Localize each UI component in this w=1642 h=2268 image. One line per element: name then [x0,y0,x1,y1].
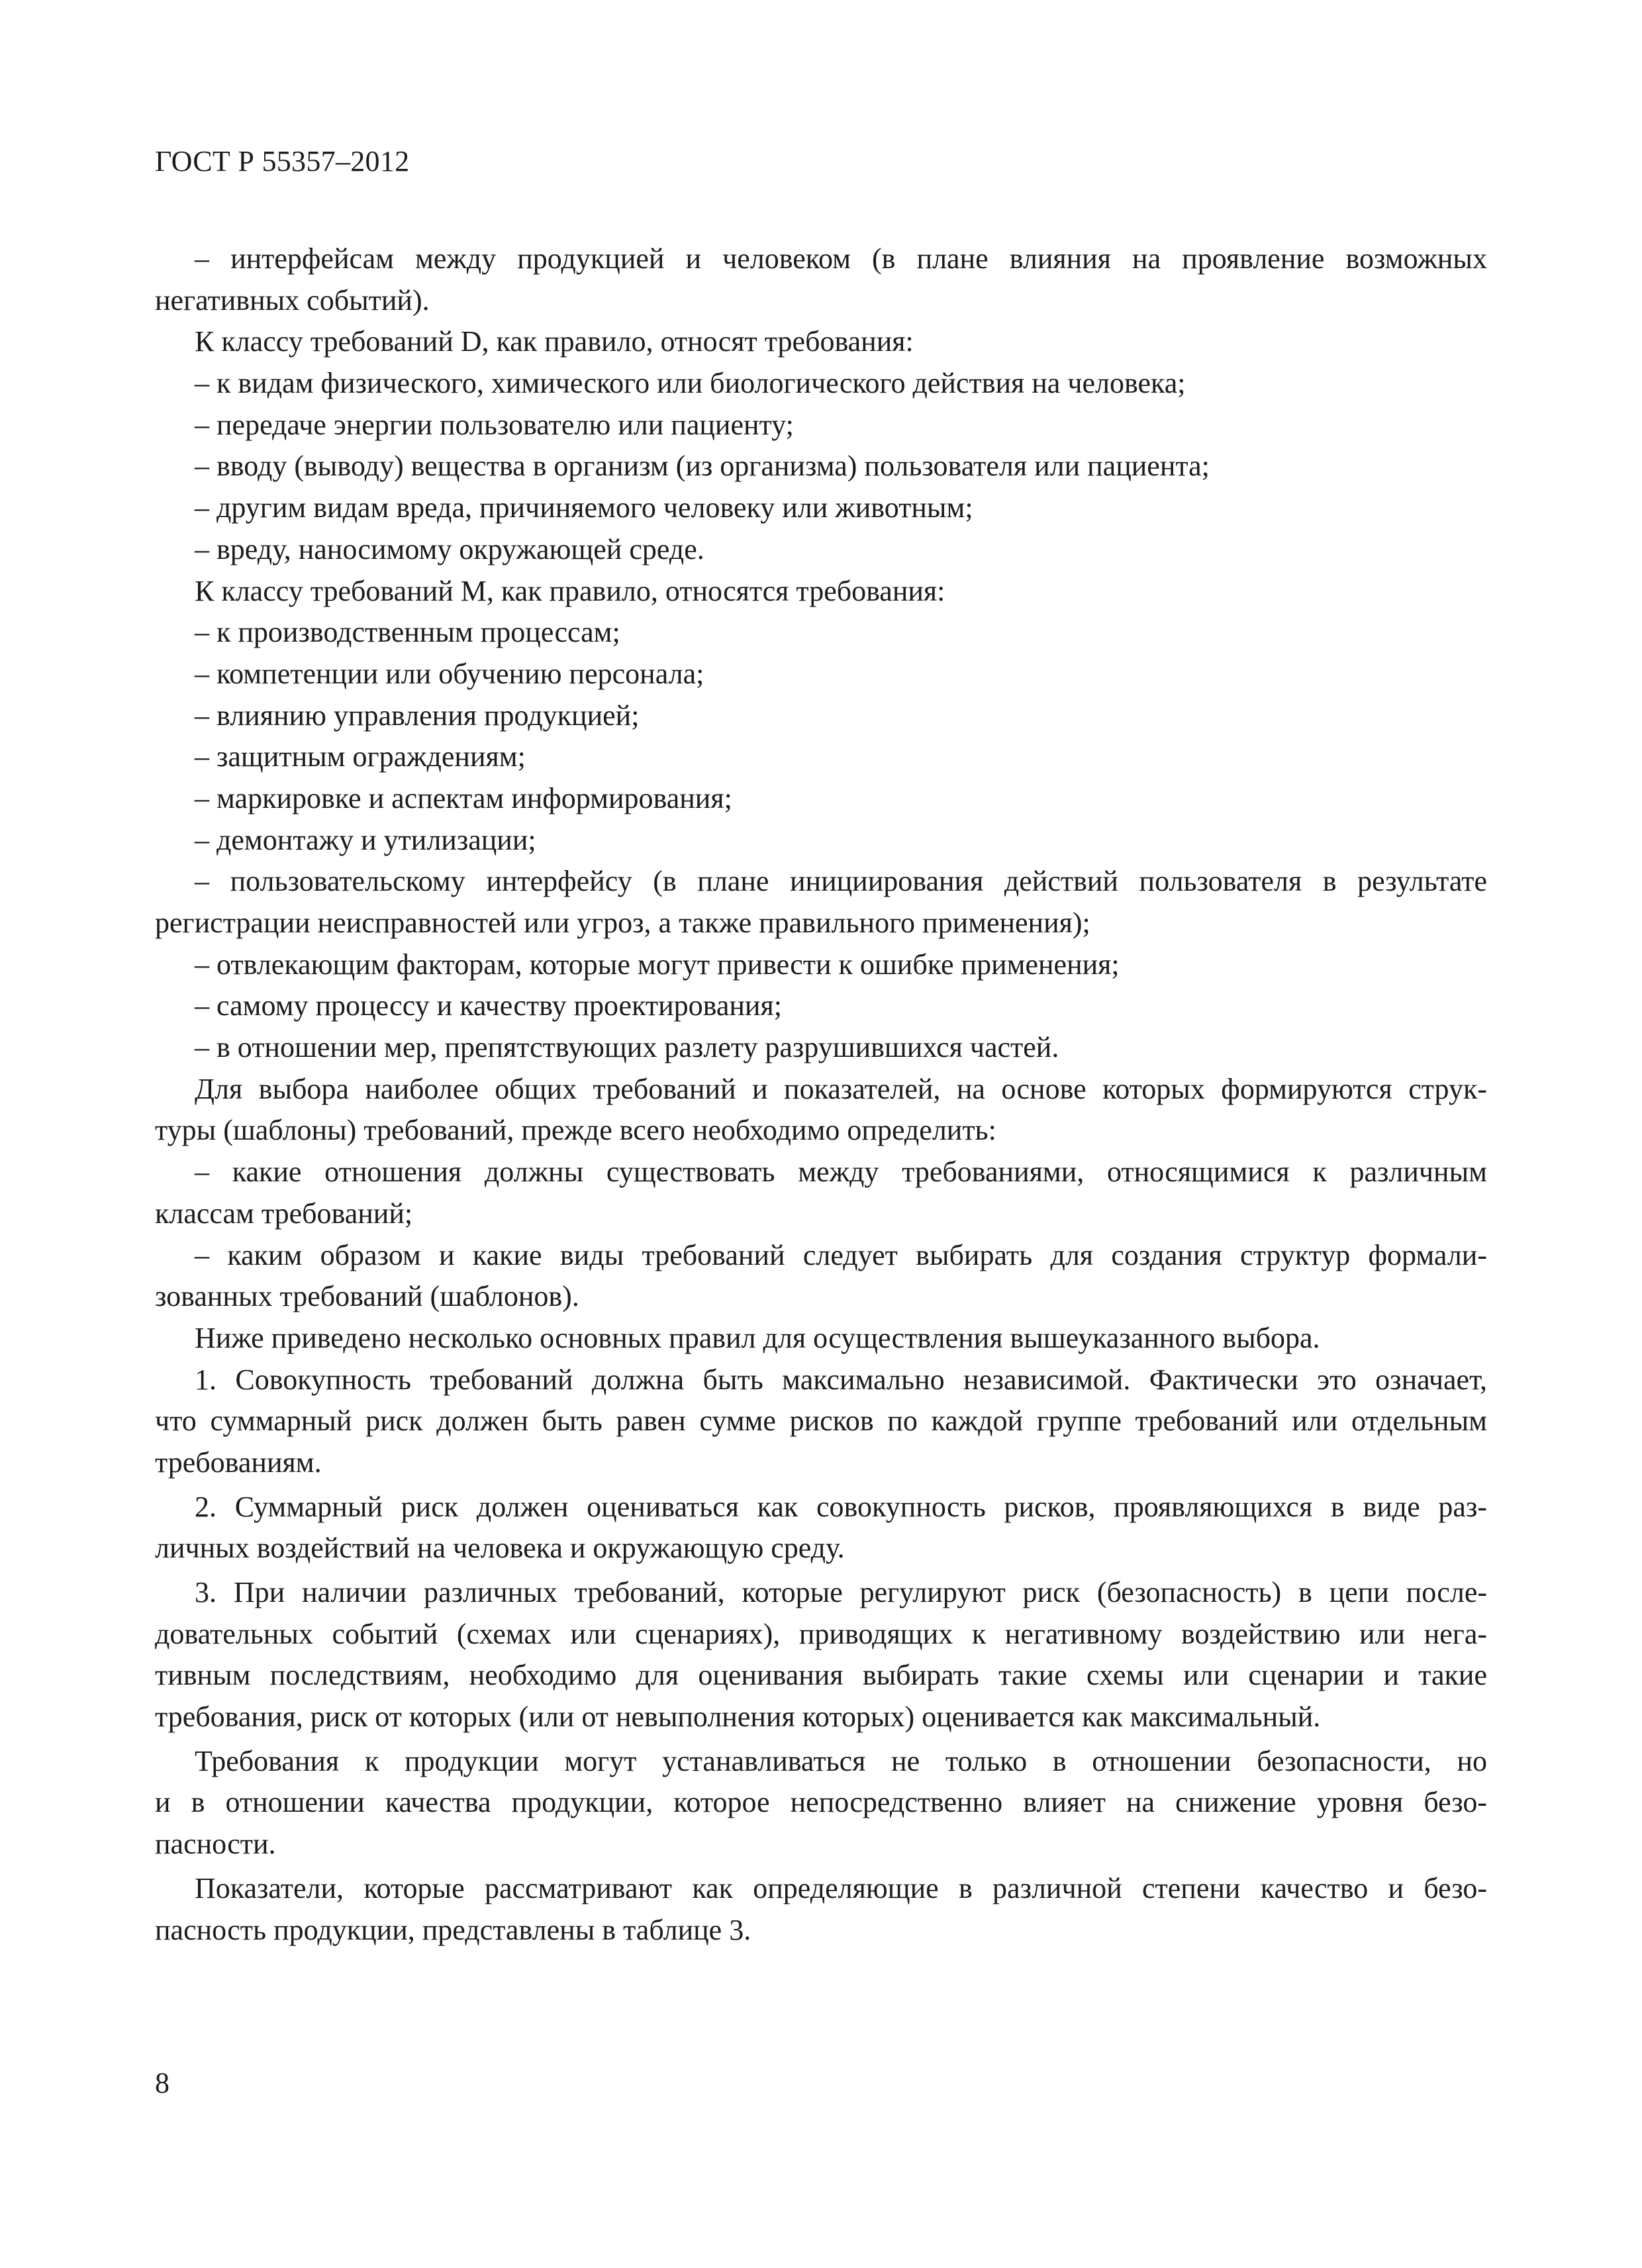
text-line: довательных событий (схемах или сценариях), приводящих к негативному воздействию или нега- [155,1617,1487,1650]
text-line: – к видам физического, химического или биологического действия на человека; [195,367,1186,400]
text-line: – интерфейсам между продукцией и человеком (в плане влияния на проявление возможных [195,242,1487,275]
text-line: – вводу (выводу) вещества в организм (из организма) пользователя или пациента; [195,450,1210,483]
text-line: – передаче энергии пользователю или пациенту; [195,408,794,441]
text-line: негативных событий). [155,283,430,317]
text-line: – отвлекающим факторам, которые могут привести к ошибке применения; [195,948,1120,981]
page-number: 8 [155,2067,169,2099]
text-line: что суммарный риск должен быть равен сумме рисков по каждой группе требований или отдельным [155,1405,1487,1438]
text-line: – другим видам вреда, причиняемого человеку или животным; [195,491,973,524]
text-line: личных воздействий на человека и окружающую среду. [155,1532,845,1565]
text-line: – самому процессу и качеству проектирования; [195,989,782,1022]
text-line: регистрации неисправностей или угроз, а также правильного применения); [155,907,1090,939]
text-line: 2. Суммарный риск должен оцениваться как совокупность рисков, проявляющихся в виде раз- [195,1490,1487,1523]
text-line: тивным последствиям, необходимо для оценивания выбирать такие схемы или сценарии и такие [155,1659,1487,1692]
text-line: – влиянию управления продукцией; [195,699,640,732]
text-line: – какие отношения должны существовать между требованиями, относящимися к различным [195,1156,1487,1189]
text-line: требованиям. [155,1446,322,1479]
text-line: – демонтажу и утилизации; [195,823,536,856]
document-header: ГОСТ Р 55357–2012 [155,145,410,177]
text-line: Для выбора наиболее общих требований и показателей, на основе которых формируются струк- [195,1072,1487,1105]
text-line: – вреду, наносимому окружающей среде. [195,532,704,566]
text-line: Показатели, которые рассматривают как определяющие в различной степени качество и безо- [195,1871,1487,1904]
text-line: – каким образом и какие виды требований следует выбирать для создания структур формали- [195,1238,1487,1271]
text-line: пасности. [155,1828,276,1861]
text-line: Ниже приведено несколько основных правил для осуществления вышеуказанного выбора. [195,1321,1320,1354]
text-line: зованных требований (шаблонов). [155,1280,579,1313]
text-line: Требования к продукции могут устанавливаться не только в отношении безопасности, но [195,1744,1487,1777]
text-line: – компетенции или обучению персонала; [195,657,704,690]
text-line: – к производственным процессам; [195,616,620,649]
text-line: – маркировке и аспектам информирования; [195,781,732,814]
text-line: 1. Совокупность требований должна быть максимально независимой. Фактически это означает, [195,1363,1487,1396]
text-line: К классу требований M, как правило, относятся требования: [195,574,945,607]
text-line: 3. При наличии различных требований, которые регулируют риск (безопасность) в цепи после- [195,1576,1487,1608]
text-line: требования, риск от которых (или от невыполнения которых) оценивается как максимальный. [155,1701,1321,1734]
text-line: туры (шаблоны) требований, прежде всего необходимо определить: [155,1114,996,1147]
text-line: пасность продукции, представлены в таблице 3. [155,1913,751,1946]
text-line: К классу требований D, как правило, относят требования: [195,325,914,358]
body-text [155,238,1487,1951]
text-line: – защитным ограждениям; [195,740,526,773]
text-line: и в отношении качества продукции, которое непосредственно влияет на снижение уровня безо- [155,1786,1487,1819]
text-line: классам требований; [155,1197,413,1230]
text-line: – пользовательскому интерфейсу (в плане инициирования действий пользователя в результате [195,865,1487,898]
text-line: – в отношении мер, препятствующих разлету разрушившихся частей. [195,1031,1059,1064]
